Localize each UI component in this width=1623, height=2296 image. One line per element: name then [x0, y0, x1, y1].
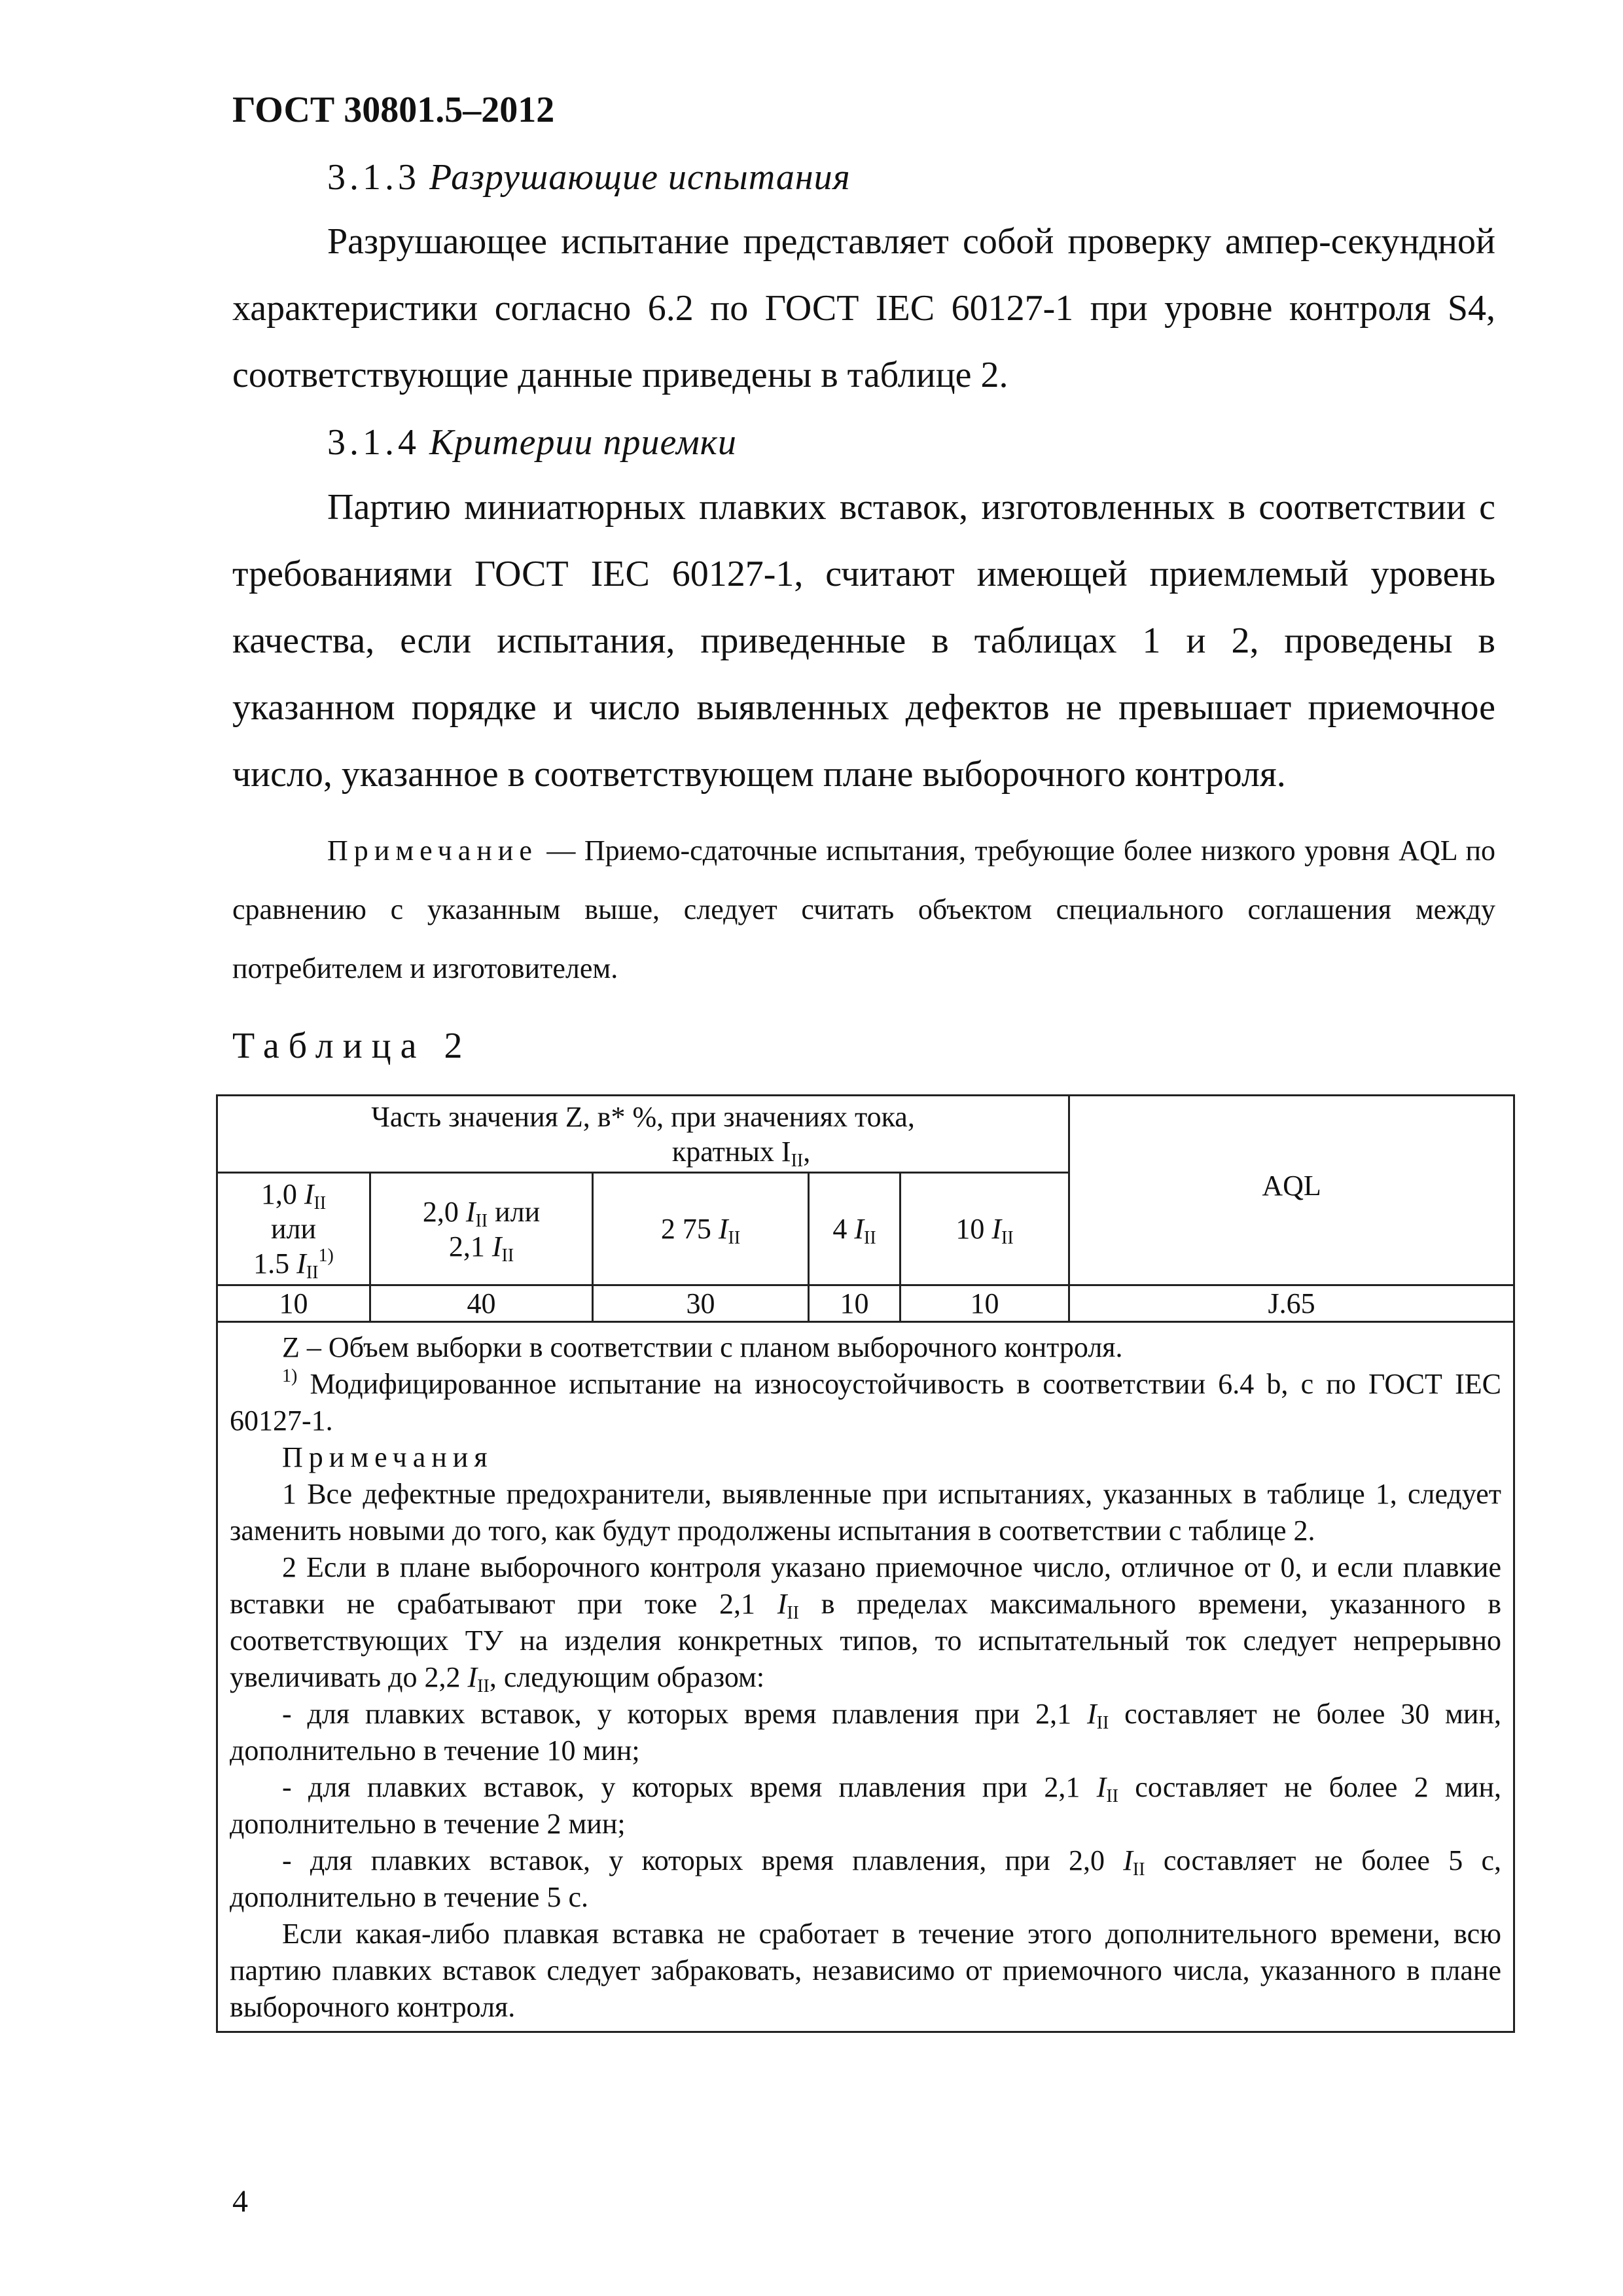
paragraph-text: Партию миниатюрных плавких вставок, изготовленных в соответствии с требованиями ГОСТ IEC 60127-1, считают имеющей приемлемый уровень качества, если испытания, приведенные в таблицах 1 и 2, проведены в указанном порядке и число выявленных дефектов не превышает приемочное число, указанное в соответствующем плане выборочного контроля. — [232, 487, 1495, 795]
document-code: ГОСТ 30801.5–2012 — [232, 90, 555, 130]
col-header-3: 2 75 $I_{II}$ — [593, 1173, 809, 1285]
table-cell: 10 — [809, 1285, 901, 1322]
table-cell: 40 — [370, 1285, 593, 1322]
section-3-1-3-heading — [327, 159, 851, 196]
section-number: 3.1.4 — [327, 422, 420, 463]
col-header-5: 10 $I_{II}$ — [901, 1173, 1069, 1285]
note-2: 2 Если в плане выборочного контроля указано приемочное число, отличное от 0, и если плавкие вставки не срабатывают при токе 2,1 $I_{II}$ в пределах максимального времени, указанного в соответствующих ТУ на изделия конкретных типов, то испытательный ток следует непрерывно увеличивать до 2,2 $I_{II}$, следующим образом: — [230, 1551, 1501, 1696]
section-title: Разрушающие испытания — [429, 157, 851, 198]
note-label: Примечание — [327, 834, 538, 867]
table-cell: 10 — [217, 1285, 370, 1322]
bullet-2: - для плавких вставок, у которых время плавления при 2,1 $I_{II}$ составляет не более 2 мин, дополнительно в течение 2 мин; — [230, 1771, 1501, 1840]
footnote: $^{1)}$ Модифицированное испытание на износоустойчивость в соответствии 6.4 b, с по ГОСТ IEC 60127-1. — [230, 1366, 1501, 1437]
aql-header: AQL — [1069, 1096, 1514, 1285]
table-cell: 30 — [593, 1285, 809, 1322]
group-header: Часть значения Z, в* %, при значениях тока, кратных $I_{II}$, — [217, 1096, 1069, 1173]
note-block — [232, 821, 1495, 998]
z-note: Z – Объем выборки в соответствии с планом выборочного контроля. — [282, 1331, 1123, 1363]
table-caption: Таблица 2 — [232, 1026, 472, 1066]
page-number: 4 — [232, 2184, 248, 2219]
bullet-1: - для плавких вставок, у которых время плавления при 2,1 $I_{II}$ составляет не более 30 мин, дополнительно в течение 10 мин; — [230, 1698, 1501, 1767]
bullet-3: - для плавких вставок, у которых время плавления, при 2,0 $I_{II}$ составляет не более 5 с, дополнительно в течение 5 с. — [230, 1844, 1501, 1913]
paragraph-destructive-test — [232, 208, 1495, 408]
table-footer-row — [217, 1322, 1514, 2032]
col-header-1: 1,0 $I_{II}$ или 1.5 $I_{II}^{1)}$ — [217, 1173, 370, 1285]
note-text: — Приемо-сдаточные испытания, требующие более низкого уровня AQL по сравнению с указанным выше, следует считать объектом специального соглашения между потребителем и изготовителем. — [232, 834, 1495, 984]
section-number: 3.1.3 — [327, 157, 420, 198]
section-title: Критерии приемки — [429, 422, 737, 463]
note-1: 1 Все дефектные предохранители, выявленные при испытаниях, указанных в таблице 1, следует заменить новыми до того, как будут продолжены испытания в соответствии с таблице 2. — [230, 1478, 1501, 1547]
section-3-1-4-heading — [327, 424, 737, 461]
table-cell: 10 — [901, 1285, 1069, 1322]
col-header-4: 4 $I_{II}$ — [809, 1173, 901, 1285]
final-note: Если какая-либо плавкая вставка не сработает в течение этого дополнительного времени, всю партию плавких вставок следует забраковать, независимо от приемочного числа, указанного в плане выборочного контроля. — [230, 1918, 1501, 2023]
paragraph-acceptance-criteria — [232, 474, 1495, 808]
aql-value: J.65 — [1069, 1285, 1514, 1322]
table-row — [217, 1285, 1514, 1322]
table-2 — [216, 1094, 1515, 2033]
col-header-2: 2,0 $I_{II}$ или 2,1 $I_{II}$ — [370, 1173, 593, 1285]
table-notes — [217, 1322, 1514, 2032]
paragraph-text: Разрушающее испытание представляет собой проверку ампер-секундной характеристики согласно 6.2 по ГОСТ IEC 60127-1 при уровне контроля S4, соответствующие данные приведены в таблице 2. — [232, 221, 1495, 395]
notes-label: Примечания — [282, 1441, 493, 1473]
table-header-row — [217, 1096, 1514, 1173]
